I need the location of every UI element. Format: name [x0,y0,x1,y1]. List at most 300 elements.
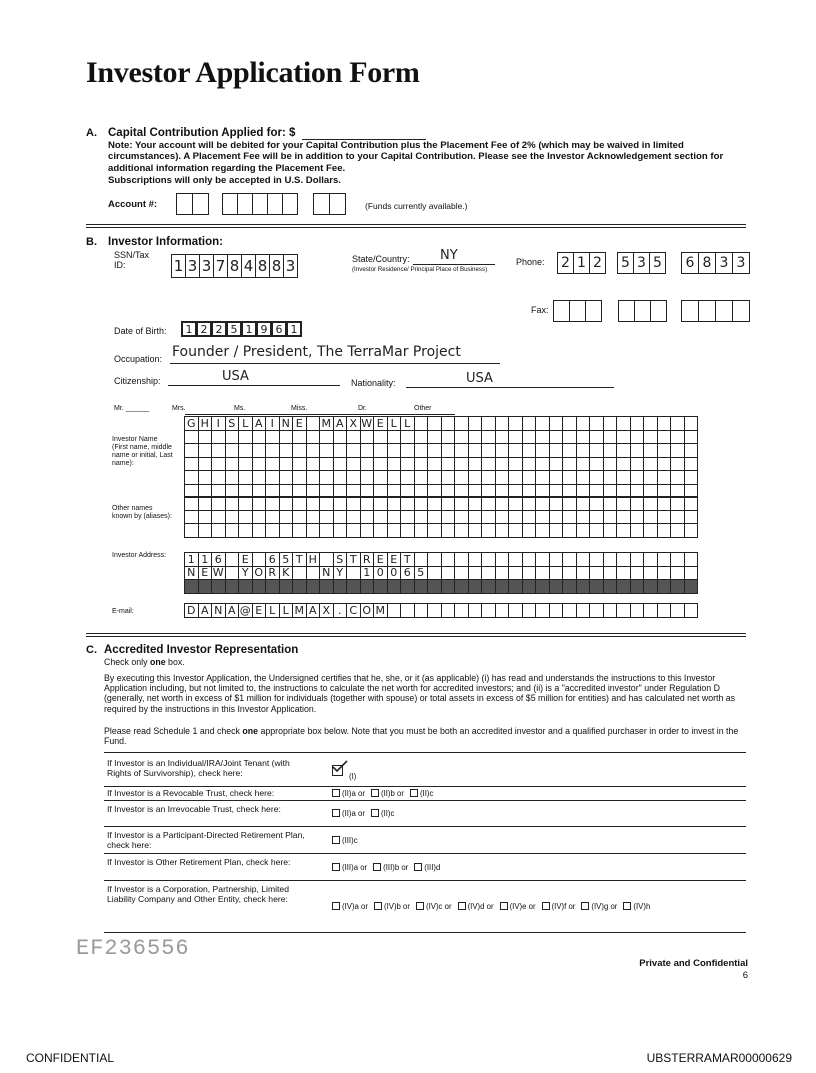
char-cell[interactable] [428,510,442,524]
char-cell[interactable] [509,417,523,431]
char-cell[interactable] [644,604,658,618]
char-cell[interactable]: M [294,603,304,617]
char-cell[interactable] [576,604,590,618]
char-cell[interactable] [657,524,671,538]
char-cell[interactable]: C [347,604,361,618]
char-cell[interactable]: @ [239,603,251,617]
char-cell[interactable]: 5 [414,566,428,580]
char-cell[interactable] [617,566,631,580]
char-cell[interactable] [603,604,617,618]
char-cell[interactable]: T [401,553,415,567]
char-cell[interactable] [441,457,455,471]
char-cell[interactable] [617,510,631,524]
char-cell[interactable] [549,580,563,594]
char-cell[interactable] [536,524,550,538]
char-cell[interactable] [185,457,199,471]
char-cell[interactable] [360,580,374,594]
char-cell[interactable] [333,430,347,444]
phone-line-field[interactable] [681,252,749,274]
char-cell[interactable]: R [266,566,280,580]
char-cell[interactable] [401,604,415,618]
char-cell[interactable] [644,497,658,511]
title-mr[interactable]: Mr. ______ [114,405,150,412]
digit-box[interactable]: 1 [573,252,590,274]
char-cell[interactable] [522,510,536,524]
char-cell[interactable] [549,444,563,458]
char-cell[interactable] [522,457,536,471]
char-cell[interactable] [360,457,374,471]
char-cell[interactable] [239,444,253,458]
char-cell[interactable] [225,580,239,594]
char-cell[interactable] [536,471,550,485]
char-cell[interactable] [333,444,347,458]
char-cell[interactable] [455,444,469,458]
checkbox[interactable] [371,789,379,797]
fax-prefix-field[interactable] [618,300,666,322]
char-cell[interactable] [630,457,644,471]
account-field-1[interactable] [176,193,208,215]
char-cell[interactable] [549,497,563,511]
char-cell[interactable] [563,471,577,485]
char-cell[interactable]: L [387,417,401,431]
char-cell[interactable]: L [279,604,293,618]
char-cell[interactable] [347,444,361,458]
char-cell[interactable] [590,510,604,524]
char-cell[interactable] [441,497,455,511]
char-cell[interactable] [333,497,347,511]
checkbox[interactable] [332,809,340,817]
char-cell[interactable] [279,457,293,471]
char-cell[interactable] [414,524,428,538]
char-cell[interactable] [617,430,631,444]
char-cell[interactable] [306,457,320,471]
char-cell[interactable] [509,510,523,524]
char-cell[interactable] [252,444,266,458]
char-cell[interactable] [252,580,266,594]
char-cell[interactable] [212,430,226,444]
digit-box[interactable]: 2 [557,252,574,274]
char-cell[interactable] [252,471,266,485]
char-cell[interactable]: O [360,604,374,618]
char-cell[interactable] [617,604,631,618]
char-cell[interactable]: N [279,417,293,431]
checkbox[interactable] [371,809,379,817]
char-cell[interactable] [306,510,320,524]
char-cell[interactable]: E [374,553,388,567]
char-cell[interactable] [495,604,509,618]
char-cell[interactable] [509,471,523,485]
char-cell[interactable] [482,604,496,618]
char-cell[interactable] [495,510,509,524]
char-cell[interactable] [333,471,347,485]
char-cell[interactable] [522,553,536,567]
char-cell[interactable]: S [333,553,347,567]
char-cell[interactable]: I [212,417,226,431]
ssn-field[interactable] [171,254,297,278]
char-cell[interactable] [293,457,307,471]
char-cell[interactable] [239,580,253,594]
digit-box[interactable]: 5 [226,321,242,337]
char-cell[interactable] [536,510,550,524]
char-cell[interactable] [293,430,307,444]
char-cell[interactable] [482,471,496,485]
checkbox[interactable] [410,789,418,797]
char-cell[interactable] [401,457,415,471]
char-cell[interactable] [198,430,212,444]
char-cell[interactable] [401,497,415,511]
char-cell[interactable] [428,471,442,485]
char-cell[interactable] [509,553,523,567]
char-cell[interactable] [549,566,563,580]
char-cell[interactable] [644,524,658,538]
char-cell[interactable] [279,580,293,594]
char-cell[interactable] [603,553,617,567]
char-cell[interactable] [252,510,266,524]
char-cell[interactable]: H [306,553,320,567]
nationality-field[interactable] [406,387,614,388]
char-cell[interactable] [590,471,604,485]
char-cell[interactable]: E [374,417,388,431]
char-cell[interactable] [657,457,671,471]
char-cell[interactable] [671,524,685,538]
char-cell[interactable] [347,510,361,524]
char-cell[interactable]: T [293,553,307,567]
char-cell[interactable] [603,444,617,458]
char-cell[interactable] [684,430,698,444]
char-cell[interactable] [590,553,604,567]
char-cell[interactable] [266,510,280,524]
char-cell[interactable] [387,444,401,458]
char-cell[interactable] [576,497,590,511]
char-cell[interactable] [563,580,577,594]
char-cell[interactable] [522,444,536,458]
char-cell[interactable] [590,444,604,458]
char-cell[interactable] [522,417,536,431]
char-cell[interactable] [360,510,374,524]
char-cell[interactable]: H [198,417,212,431]
char-cell[interactable] [563,510,577,524]
char-cell[interactable]: 1 [198,553,212,567]
char-cell[interactable] [684,553,698,567]
char-cell[interactable] [522,580,536,594]
char-cell[interactable] [509,580,523,594]
char-cell[interactable]: E [293,417,307,431]
char-cell[interactable] [252,457,266,471]
title-other[interactable]: Other [414,405,432,412]
char-cell[interactable] [279,510,293,524]
char-cell[interactable] [225,524,239,538]
char-cell[interactable] [603,566,617,580]
char-cell[interactable] [185,430,199,444]
char-cell[interactable]: 6 [266,553,280,567]
char-cell[interactable] [185,444,199,458]
char-cell[interactable] [644,430,658,444]
char-cell[interactable] [482,580,496,594]
char-cell[interactable] [495,497,509,511]
char-cell[interactable] [468,510,482,524]
char-cell[interactable] [225,430,239,444]
char-cell[interactable] [279,497,293,511]
checkbox[interactable] [458,902,466,910]
char-cell[interactable] [657,580,671,594]
char-cell[interactable] [617,580,631,594]
char-cell[interactable] [320,457,334,471]
title-miss[interactable]: Miss. [291,405,308,412]
char-cell[interactable] [198,457,212,471]
char-cell[interactable] [576,524,590,538]
char-cell[interactable] [212,580,226,594]
char-cell[interactable] [549,553,563,567]
char-cell[interactable] [563,497,577,511]
char-cell[interactable] [549,604,563,618]
citizenship-field[interactable] [168,385,340,386]
digit-box[interactable]: 2 [196,321,212,337]
char-cell[interactable] [374,471,388,485]
char-cell[interactable] [198,510,212,524]
char-cell[interactable] [455,553,469,567]
char-cell[interactable] [266,524,280,538]
char-cell[interactable] [306,444,320,458]
char-cell[interactable] [387,457,401,471]
char-cell[interactable] [428,497,442,511]
char-cell[interactable] [401,510,415,524]
char-cell[interactable] [590,566,604,580]
char-cell[interactable] [590,430,604,444]
char-cell[interactable] [293,580,307,594]
char-cell[interactable] [657,510,671,524]
char-cell[interactable] [428,604,442,618]
char-cell[interactable] [225,566,239,580]
digit-box[interactable]: 8 [698,252,716,274]
char-cell[interactable] [455,497,469,511]
char-cell[interactable] [671,566,685,580]
char-cell[interactable] [320,510,334,524]
char-cell[interactable] [414,430,428,444]
char-cell[interactable] [468,444,482,458]
char-cell[interactable] [509,524,523,538]
char-cell[interactable] [320,430,334,444]
char-cell[interactable] [576,417,590,431]
char-cell[interactable] [225,471,239,485]
char-cell[interactable] [455,580,469,594]
char-cell[interactable] [374,497,388,511]
char-cell[interactable] [671,604,685,618]
char-cell[interactable] [306,497,320,511]
char-cell[interactable] [603,510,617,524]
char-cell[interactable] [306,417,320,431]
char-cell[interactable] [657,471,671,485]
char-cell[interactable] [414,497,428,511]
char-cell[interactable] [239,430,253,444]
char-cell[interactable]: I [266,417,280,431]
char-cell[interactable]: E [239,553,253,567]
char-cell[interactable] [482,566,496,580]
char-cell[interactable] [387,604,401,618]
char-cell[interactable] [536,430,550,444]
digit-box[interactable]: 6 [271,321,287,337]
char-cell[interactable] [441,580,455,594]
char-cell[interactable] [374,430,388,444]
char-cell[interactable] [468,553,482,567]
char-cell[interactable]: 0 [387,566,401,580]
char-cell[interactable]: K [279,566,293,580]
char-cell[interactable] [684,417,698,431]
char-cell[interactable]: O [252,566,266,580]
char-cell[interactable] [441,566,455,580]
char-cell[interactable] [468,430,482,444]
char-cell[interactable] [617,471,631,485]
digit-box[interactable]: 2 [589,252,606,274]
char-cell[interactable]: X [320,604,334,618]
digit-box[interactable]: 5 [617,252,634,274]
char-cell[interactable] [495,524,509,538]
char-cell[interactable] [644,444,658,458]
char-cell[interactable] [684,497,698,511]
char-cell[interactable] [279,524,293,538]
char-cell[interactable] [509,444,523,458]
char-cell[interactable] [468,471,482,485]
char-cell[interactable] [644,580,658,594]
char-cell[interactable] [563,604,577,618]
char-cell[interactable] [333,510,347,524]
digit-box[interactable]: 1 [286,321,302,337]
checkbox[interactable] [332,789,340,797]
char-cell[interactable] [644,417,658,431]
char-cell[interactable] [198,580,212,594]
char-cell[interactable]: 6 [401,566,415,580]
char-cell[interactable] [482,444,496,458]
char-cell[interactable] [468,566,482,580]
char-cell[interactable] [468,457,482,471]
char-cell[interactable] [306,524,320,538]
char-cell[interactable] [522,497,536,511]
char-cell[interactable] [401,524,415,538]
char-cell[interactable] [563,553,577,567]
checkbox[interactable] [623,902,631,910]
char-cell[interactable] [617,417,631,431]
char-cell[interactable] [671,553,685,567]
char-cell[interactable] [671,497,685,511]
char-cell[interactable] [225,444,239,458]
checkbox[interactable] [332,836,340,844]
char-cell[interactable] [630,510,644,524]
char-cell[interactable] [374,524,388,538]
char-cell[interactable] [293,510,307,524]
char-cell[interactable] [360,430,374,444]
char-cell[interactable] [630,444,644,458]
checkbox-checked-icon[interactable] [332,765,343,776]
char-cell[interactable] [482,430,496,444]
char-cell[interactable] [536,566,550,580]
char-cell[interactable] [590,580,604,594]
char-cell[interactable] [563,417,577,431]
char-cell[interactable] [576,471,590,485]
char-cell[interactable] [387,497,401,511]
char-cell[interactable] [455,430,469,444]
char-cell[interactable] [306,566,320,580]
digit-box[interactable]: 8 [227,254,242,278]
char-cell[interactable] [576,580,590,594]
char-cell[interactable] [509,566,523,580]
digit-box[interactable]: 3 [732,252,750,274]
char-cell[interactable]: W [212,566,224,580]
char-cell[interactable] [306,580,320,594]
char-cell[interactable] [252,430,266,444]
fax-area-field[interactable] [553,300,601,322]
checkbox[interactable] [581,902,589,910]
digit-box[interactable]: 3 [185,254,200,278]
char-cell[interactable] [509,457,523,471]
char-cell[interactable] [320,471,334,485]
char-cell[interactable] [387,510,401,524]
char-cell[interactable] [306,471,320,485]
char-cell[interactable] [563,524,577,538]
char-cell[interactable] [428,566,442,580]
char-cell[interactable]: S [225,417,239,431]
char-cell[interactable] [549,524,563,538]
char-cell[interactable] [441,417,455,431]
char-cell[interactable] [549,471,563,485]
checkbox[interactable] [542,902,550,910]
char-cell[interactable] [333,457,347,471]
char-cell[interactable] [671,430,685,444]
char-cell[interactable] [495,471,509,485]
char-cell[interactable] [198,444,212,458]
char-cell[interactable] [266,471,280,485]
char-cell[interactable] [657,430,671,444]
char-cell[interactable] [468,604,482,618]
char-cell[interactable] [185,497,199,511]
char-cell[interactable] [536,444,550,458]
char-cell[interactable] [212,457,226,471]
char-cell[interactable] [198,497,212,511]
title-ms[interactable]: Ms. [234,405,246,412]
char-cell[interactable] [563,430,577,444]
digit-box[interactable]: 4 [241,254,256,278]
char-cell[interactable]: M [375,603,385,617]
char-cell[interactable] [617,444,631,458]
char-cell[interactable] [428,457,442,471]
char-cell[interactable] [198,471,212,485]
char-cell[interactable] [455,524,469,538]
char-cell[interactable] [522,524,536,538]
char-cell[interactable] [293,566,307,580]
digit-box[interactable]: 3 [199,254,214,278]
char-cell[interactable] [320,580,334,594]
char-cell[interactable] [684,524,698,538]
digit-box[interactable]: 1 [171,254,186,278]
char-cell[interactable] [401,444,415,458]
char-cell[interactable] [671,457,685,471]
char-cell[interactable] [252,524,266,538]
char-cell[interactable]: M [321,416,331,430]
char-cell[interactable] [360,471,374,485]
char-cell[interactable]: 0 [374,566,388,580]
char-cell[interactable] [468,580,482,594]
char-cell[interactable] [279,430,293,444]
char-cell[interactable] [630,566,644,580]
address-grid[interactable] [184,552,698,594]
checkbox[interactable] [332,902,340,910]
occupation-field[interactable] [170,363,500,364]
char-cell[interactable] [563,566,577,580]
state-field[interactable] [413,264,495,265]
char-cell[interactable] [428,430,442,444]
char-cell[interactable]: X [347,417,361,431]
char-cell[interactable] [630,497,644,511]
char-cell[interactable] [495,553,509,567]
char-cell[interactable] [563,444,577,458]
